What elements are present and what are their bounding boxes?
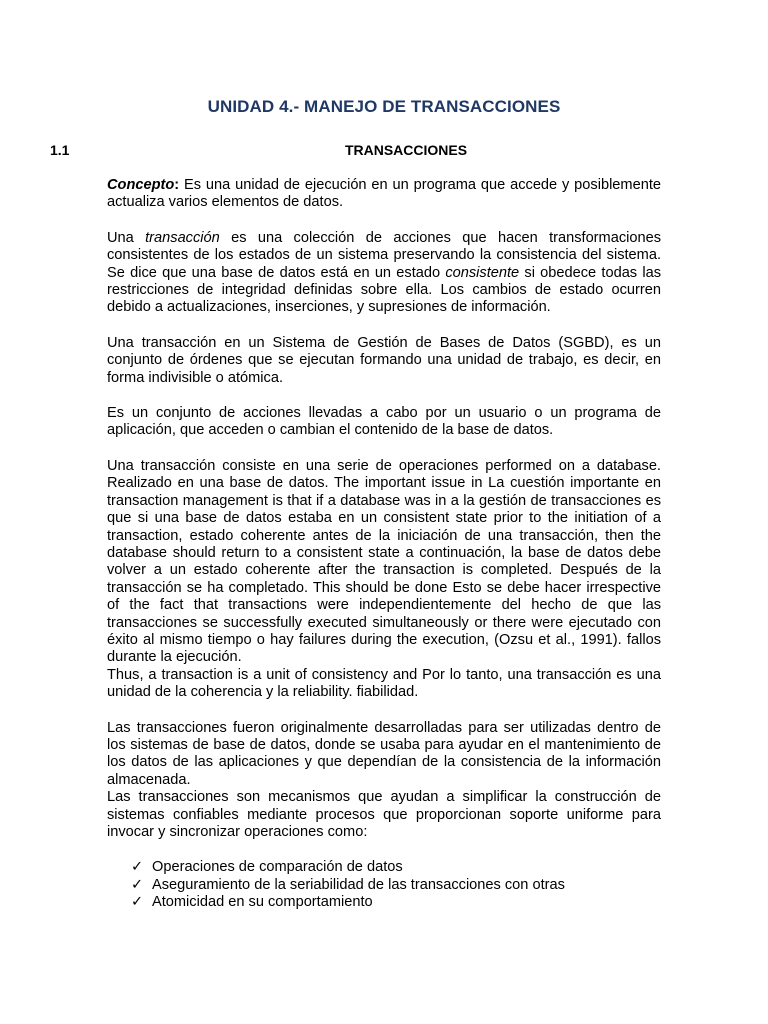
list-item — [131, 877, 685, 894]
paragraph-mecanismos: Las transacciones son mecanismos que ayudan a simplificar la construcción de sistemas confiables mediante procesos que proporcionan soporte uniforme para invocar y sincronizar operaciones como: — [107, 789, 661, 840]
p2-emphasis-consistente: consistente — [445, 264, 520, 281]
operations-list — [131, 859, 685, 911]
section-number: 1.1 — [50, 142, 70, 158]
p2-part-b: es una colección de acciones que hacen transformaciones consistentes de los estados de un sistema preservando la consistencia del sistema. Se dice que una base de datos está en un estado — [107, 229, 661, 281]
list-item-label: Operaciones de comparación de datos — [152, 859, 403, 876]
concept-text: Es una unidad de ejecución en un programa que accede y posiblemente actualiza varios elementos de datos. — [107, 177, 661, 211]
paragraph-operaciones: Una transacción consiste en una serie de operaciones performed on a database. Realizado en una base de datos. The important issue in La cuestión importante en transaction management is that if a database was in a la gestión de transacciones es que si una base de datos estaba en un consistent state prior to the initiation of a transaction, estado coherente antes de la iniciación de una transacción, then the database should return to a consistent state a continuación, la base de datos debe volver a un estado coherente after the transaction is completed. Después de la transacción se ha completado. This should be done Esto se debe hacer irrespective of the fact that transactions were independientemente del hecho de que las transacciones se successfully executed simultaneously or there were ejecutado con éxito al mismo tiempo o hay failures during the execution, (Ozsu et al., 1991). fallos durante la ejecución. — [107, 457, 661, 666]
paragraph-sgbd: Una transacción en un Sistema de Gestión de Bases de Datos (SGBD), es un conjunto de órdenes que se ejecutan formando una unidad de trabajo, es decir, en forma indivisible o atómica. — [107, 334, 661, 386]
list-item-label: Aseguramiento de la seriabilidad de las transacciones con otras — [152, 876, 565, 893]
section-title: TRANSACCIONES — [344, 142, 468, 158]
list-item — [131, 859, 685, 876]
document-title: UNIDAD 4.- MANEJO DE TRANSACCIONES — [207, 97, 561, 116]
concept-term: Concepto — [107, 177, 175, 193]
paragraph-concepto — [107, 177, 661, 212]
p2-part-c: si obedece todas las restricciones de integridad definidas sobre ella. Los cambios de estado ocurren debido a actualizaciones, inserciones, y supresiones de información. — [107, 264, 661, 316]
p2-part-a: Una — [107, 229, 146, 246]
document-body — [107, 177, 661, 912]
paragraph-acciones: Es un conjunto de acciones llevadas a cabo por un usuario o un programa de aplicación, que acceden o cambian el contenido de la base de datos. — [107, 405, 661, 439]
checkmark-icon: ✓ — [131, 876, 144, 893]
concept-colon: : — [174, 177, 180, 193]
list-item-label: Atomicidad en su comportamiento — [152, 894, 373, 911]
paragraph-transaccion — [107, 230, 661, 317]
p2-emphasis-transaccion: transacción — [145, 229, 220, 246]
checkmark-icon: ✓ — [131, 859, 144, 876]
paragraph-unidad-consistencia: Thus, a transaction is a unit of consistency and Por lo tanto, una transacción es una unidad de la coherencia y la reliability. fiabilidad. — [107, 666, 661, 701]
checkmark-icon: ✓ — [131, 894, 144, 911]
list-item — [131, 894, 685, 911]
paragraph-origen: Las transacciones fueron originalmente desarrolladas para ser utilizadas dentro de los sistemas de base de datos, donde se usaba para ayudar en el mantenimiento de los datos de las aplicaciones y que dependían de la consistencia de la información almacenada. — [107, 719, 661, 788]
